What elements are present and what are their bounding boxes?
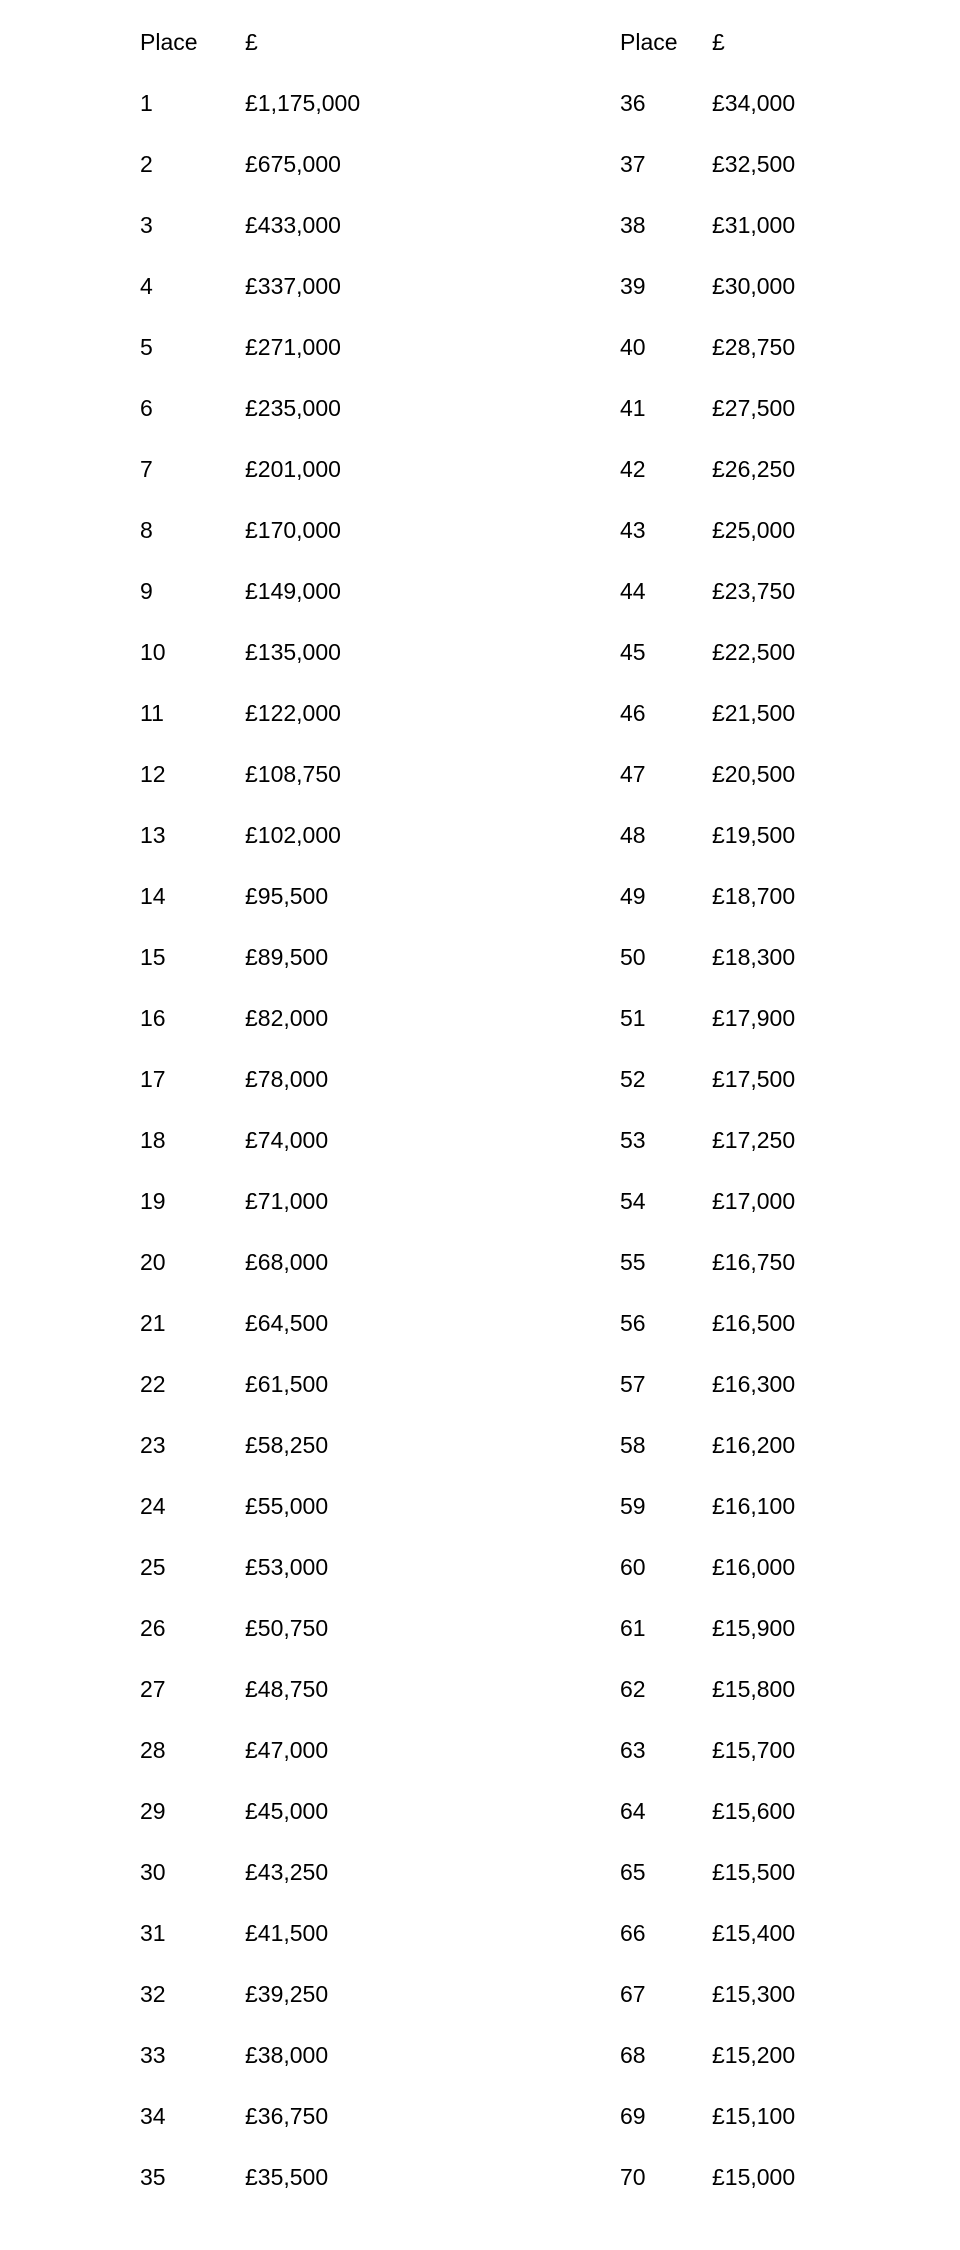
table-row <box>140 1903 620 1964</box>
place-cell: 10 <box>140 639 166 665</box>
place-cell: 65 <box>620 1859 646 1885</box>
table-row <box>620 1354 960 1415</box>
table-row <box>140 1659 620 1720</box>
table-row <box>620 1964 960 2025</box>
amount-cell: £122,000 <box>245 700 341 726</box>
place-cell: 6 <box>140 395 153 421</box>
place-cell: 54 <box>620 1188 646 1214</box>
place-cell: 28 <box>140 1737 166 1763</box>
column-header-place: Place <box>140 29 198 55</box>
place-cell: 55 <box>620 1249 646 1275</box>
place-cell: 46 <box>620 700 646 726</box>
table-row <box>140 805 620 866</box>
amount-cell: £15,300 <box>712 1981 796 2007</box>
amount-cell: £26,250 <box>712 456 796 482</box>
table-row <box>140 683 620 744</box>
amount-cell: £1,175,000 <box>245 90 361 116</box>
place-cell: 30 <box>140 1859 166 1885</box>
place-cell: 36 <box>620 90 646 116</box>
table-row <box>140 317 620 378</box>
amount-cell: £31,000 <box>712 212 796 238</box>
place-cell: 63 <box>620 1737 646 1763</box>
place-cell: 11 <box>140 700 164 726</box>
amount-cell: £16,100 <box>712 1493 796 1519</box>
amount-cell: £102,000 <box>245 822 341 848</box>
table-row <box>140 1171 620 1232</box>
table-row <box>140 378 620 439</box>
amount-cell: £15,000 <box>712 2164 796 2190</box>
table-row <box>140 73 620 134</box>
amount-cell: £15,200 <box>712 2042 796 2068</box>
table-row <box>620 378 960 439</box>
place-cell: 17 <box>140 1066 166 1092</box>
table-row <box>140 1293 620 1354</box>
amount-cell: £16,300 <box>712 1371 796 1397</box>
table-row <box>140 1110 620 1171</box>
place-cell: 35 <box>140 2164 166 2190</box>
table-row <box>620 1720 960 1781</box>
place-cell: 20 <box>140 1249 166 1275</box>
place-cell: 56 <box>620 1310 646 1336</box>
place-cell: 12 <box>140 761 166 787</box>
amount-cell: £17,500 <box>712 1066 796 1092</box>
table-row <box>620 1903 960 1964</box>
place-cell: 70 <box>620 2164 646 2190</box>
amount-cell: £16,750 <box>712 1249 796 1275</box>
table-row <box>620 134 960 195</box>
amount-cell: £89,500 <box>245 944 329 970</box>
place-cell: 53 <box>620 1127 646 1153</box>
amount-cell: £108,750 <box>245 761 341 787</box>
table-row <box>140 1842 620 1903</box>
place-cell: 51 <box>620 1005 646 1031</box>
amount-cell: £35,500 <box>245 2164 329 2190</box>
place-cell: 66 <box>620 1920 646 1946</box>
table-row <box>620 622 960 683</box>
place-cell: 58 <box>620 1432 646 1458</box>
table-row <box>620 2086 960 2147</box>
table-row <box>620 1537 960 1598</box>
place-cell: 41 <box>620 395 646 421</box>
amount-cell: £43,250 <box>245 1859 329 1885</box>
amount-cell: £271,000 <box>245 334 341 360</box>
table-row <box>620 500 960 561</box>
place-cell: 47 <box>620 761 646 787</box>
table-row <box>620 683 960 744</box>
place-cell: 4 <box>140 273 153 299</box>
table-rows <box>140 73 620 2208</box>
place-cell: 57 <box>620 1371 646 1397</box>
amount-cell: £95,500 <box>245 883 329 909</box>
amount-cell: £18,300 <box>712 944 796 970</box>
place-cell: 3 <box>140 212 153 238</box>
place-cell: 29 <box>140 1798 166 1824</box>
amount-cell: £15,100 <box>712 2103 796 2129</box>
place-cell: 2 <box>140 151 153 177</box>
amount-cell: £15,700 <box>712 1737 796 1763</box>
prize-column-2 <box>620 12 960 2250</box>
table-row <box>140 1720 620 1781</box>
table-header-row <box>620 12 960 73</box>
amount-cell: £235,000 <box>245 395 341 421</box>
amount-cell: £82,000 <box>245 1005 329 1031</box>
place-cell: 39 <box>620 273 646 299</box>
amount-cell: £17,900 <box>712 1005 796 1031</box>
table-row <box>140 2086 620 2147</box>
amount-cell: £55,000 <box>245 1493 329 1519</box>
amount-cell: £25,000 <box>712 517 796 543</box>
table-row <box>620 195 960 256</box>
place-cell: 18 <box>140 1127 166 1153</box>
amount-cell: £675,000 <box>245 151 341 177</box>
place-cell: 1 <box>140 90 153 116</box>
place-cell: 33 <box>140 2042 166 2068</box>
table-row <box>140 1781 620 1842</box>
table-row <box>140 256 620 317</box>
amount-cell: £32,500 <box>712 151 796 177</box>
amount-cell: £78,000 <box>245 1066 329 1092</box>
place-cell: 52 <box>620 1066 646 1092</box>
place-cell: 61 <box>620 1615 646 1641</box>
amount-cell: £68,000 <box>245 1249 329 1275</box>
table-row <box>620 866 960 927</box>
table-row <box>620 2025 960 2086</box>
place-cell: 5 <box>140 334 153 360</box>
place-cell: 32 <box>140 1981 166 2007</box>
place-cell: 21 <box>140 1310 166 1336</box>
table-header-row <box>140 12 620 73</box>
place-cell: 25 <box>140 1554 166 1580</box>
table-row <box>140 195 620 256</box>
place-cell: 49 <box>620 883 646 909</box>
table-row <box>140 2147 620 2208</box>
place-cell: 40 <box>620 334 646 360</box>
table-row <box>140 927 620 988</box>
table-row <box>620 1476 960 1537</box>
amount-cell: £34,000 <box>712 90 796 116</box>
place-cell: 7 <box>140 456 153 482</box>
amount-cell: £337,000 <box>245 273 341 299</box>
amount-cell: £18,700 <box>712 883 796 909</box>
place-cell: 62 <box>620 1676 646 1702</box>
place-cell: 60 <box>620 1554 646 1580</box>
amount-cell: £201,000 <box>245 456 341 482</box>
amount-cell: £20,500 <box>712 761 796 787</box>
amount-cell: £17,000 <box>712 1188 796 1214</box>
table-row <box>140 500 620 561</box>
column-header-amount: £ <box>245 29 258 55</box>
place-cell: 68 <box>620 2042 646 2068</box>
place-cell: 48 <box>620 822 646 848</box>
table-row <box>140 622 620 683</box>
prize-column-1 <box>140 12 620 2250</box>
table-row <box>140 988 620 1049</box>
table-row <box>140 134 620 195</box>
column-header-place: Place <box>620 29 678 55</box>
amount-cell: £15,500 <box>712 1859 796 1885</box>
place-cell: 27 <box>140 1676 166 1702</box>
amount-cell: £149,000 <box>245 578 341 604</box>
amount-cell: £15,600 <box>712 1798 796 1824</box>
amount-cell: £23,750 <box>712 578 796 604</box>
table-row <box>140 744 620 805</box>
table-row <box>140 1598 620 1659</box>
place-cell: 15 <box>140 944 166 970</box>
table-row <box>140 2025 620 2086</box>
amount-cell: £15,800 <box>712 1676 796 1702</box>
table-row <box>620 1781 960 1842</box>
place-cell: 26 <box>140 1615 166 1641</box>
amount-cell: £61,500 <box>245 1371 329 1397</box>
place-cell: 37 <box>620 151 646 177</box>
amount-cell: £47,000 <box>245 1737 329 1763</box>
column-header-amount: £ <box>712 29 725 55</box>
table-row <box>620 256 960 317</box>
amount-cell: £64,500 <box>245 1310 329 1336</box>
amount-cell: £74,000 <box>245 1127 329 1153</box>
table-row <box>620 439 960 500</box>
table-rows <box>620 73 960 2208</box>
place-cell: 44 <box>620 578 646 604</box>
place-cell: 50 <box>620 944 646 970</box>
table-row <box>620 805 960 866</box>
place-cell: 59 <box>620 1493 646 1519</box>
table-row <box>140 866 620 927</box>
table-row <box>620 2147 960 2208</box>
amount-cell: £16,200 <box>712 1432 796 1458</box>
amount-cell: £36,750 <box>245 2103 329 2129</box>
table-row <box>140 439 620 500</box>
table-row <box>620 988 960 1049</box>
table-row <box>620 927 960 988</box>
table-row <box>620 1293 960 1354</box>
table-row <box>620 317 960 378</box>
amount-cell: £16,500 <box>712 1310 796 1336</box>
amount-cell: £27,500 <box>712 395 796 421</box>
amount-cell: £41,500 <box>245 1920 329 1946</box>
place-cell: 9 <box>140 578 153 604</box>
amount-cell: £15,900 <box>712 1615 796 1641</box>
amount-cell: £50,750 <box>245 1615 329 1641</box>
place-cell: 13 <box>140 822 166 848</box>
place-cell: 14 <box>140 883 166 909</box>
table-row <box>140 1415 620 1476</box>
amount-cell: £53,000 <box>245 1554 329 1580</box>
amount-cell: £22,500 <box>712 639 796 665</box>
amount-cell: £71,000 <box>245 1188 329 1214</box>
table-row <box>620 1598 960 1659</box>
place-cell: 23 <box>140 1432 166 1458</box>
table-row <box>140 1537 620 1598</box>
table-row <box>620 1232 960 1293</box>
table-row <box>620 1842 960 1903</box>
place-cell: 38 <box>620 212 646 238</box>
table-row <box>620 744 960 805</box>
table-row <box>620 73 960 134</box>
amount-cell: £58,250 <box>245 1432 329 1458</box>
place-cell: 67 <box>620 1981 646 2007</box>
amount-cell: £28,750 <box>712 334 796 360</box>
table-row <box>140 1354 620 1415</box>
amount-cell: £135,000 <box>245 639 341 665</box>
table-row <box>620 1659 960 1720</box>
place-cell: 64 <box>620 1798 646 1824</box>
amount-cell: £38,000 <box>245 2042 329 2068</box>
amount-cell: £16,000 <box>712 1554 796 1580</box>
place-cell: 34 <box>140 2103 166 2129</box>
place-cell: 45 <box>620 639 646 665</box>
place-cell: 42 <box>620 456 646 482</box>
table-row <box>140 1049 620 1110</box>
place-cell: 22 <box>140 1371 166 1397</box>
amount-cell: £39,250 <box>245 1981 329 2007</box>
table-row <box>620 1415 960 1476</box>
place-cell: 16 <box>140 1005 166 1031</box>
amount-cell: £45,000 <box>245 1798 329 1824</box>
table-row <box>140 561 620 622</box>
table-row <box>620 1171 960 1232</box>
place-cell: 69 <box>620 2103 646 2129</box>
table-row <box>620 1110 960 1171</box>
amount-cell: £170,000 <box>245 517 341 543</box>
amount-cell: £21,500 <box>712 700 796 726</box>
amount-cell: £19,500 <box>712 822 796 848</box>
amount-cell: £17,250 <box>712 1127 796 1153</box>
place-cell: 24 <box>140 1493 166 1519</box>
table-row <box>140 1232 620 1293</box>
table-row <box>620 561 960 622</box>
table-row <box>140 1964 620 2025</box>
amount-cell: £15,400 <box>712 1920 796 1946</box>
place-cell: 43 <box>620 517 646 543</box>
place-cell: 8 <box>140 517 153 543</box>
place-cell: 19 <box>140 1188 166 1214</box>
table-row <box>140 1476 620 1537</box>
amount-cell: £30,000 <box>712 273 796 299</box>
amount-cell: £48,750 <box>245 1676 329 1702</box>
table-row <box>620 1049 960 1110</box>
place-cell: 31 <box>140 1920 166 1946</box>
amount-cell: £433,000 <box>245 212 341 238</box>
